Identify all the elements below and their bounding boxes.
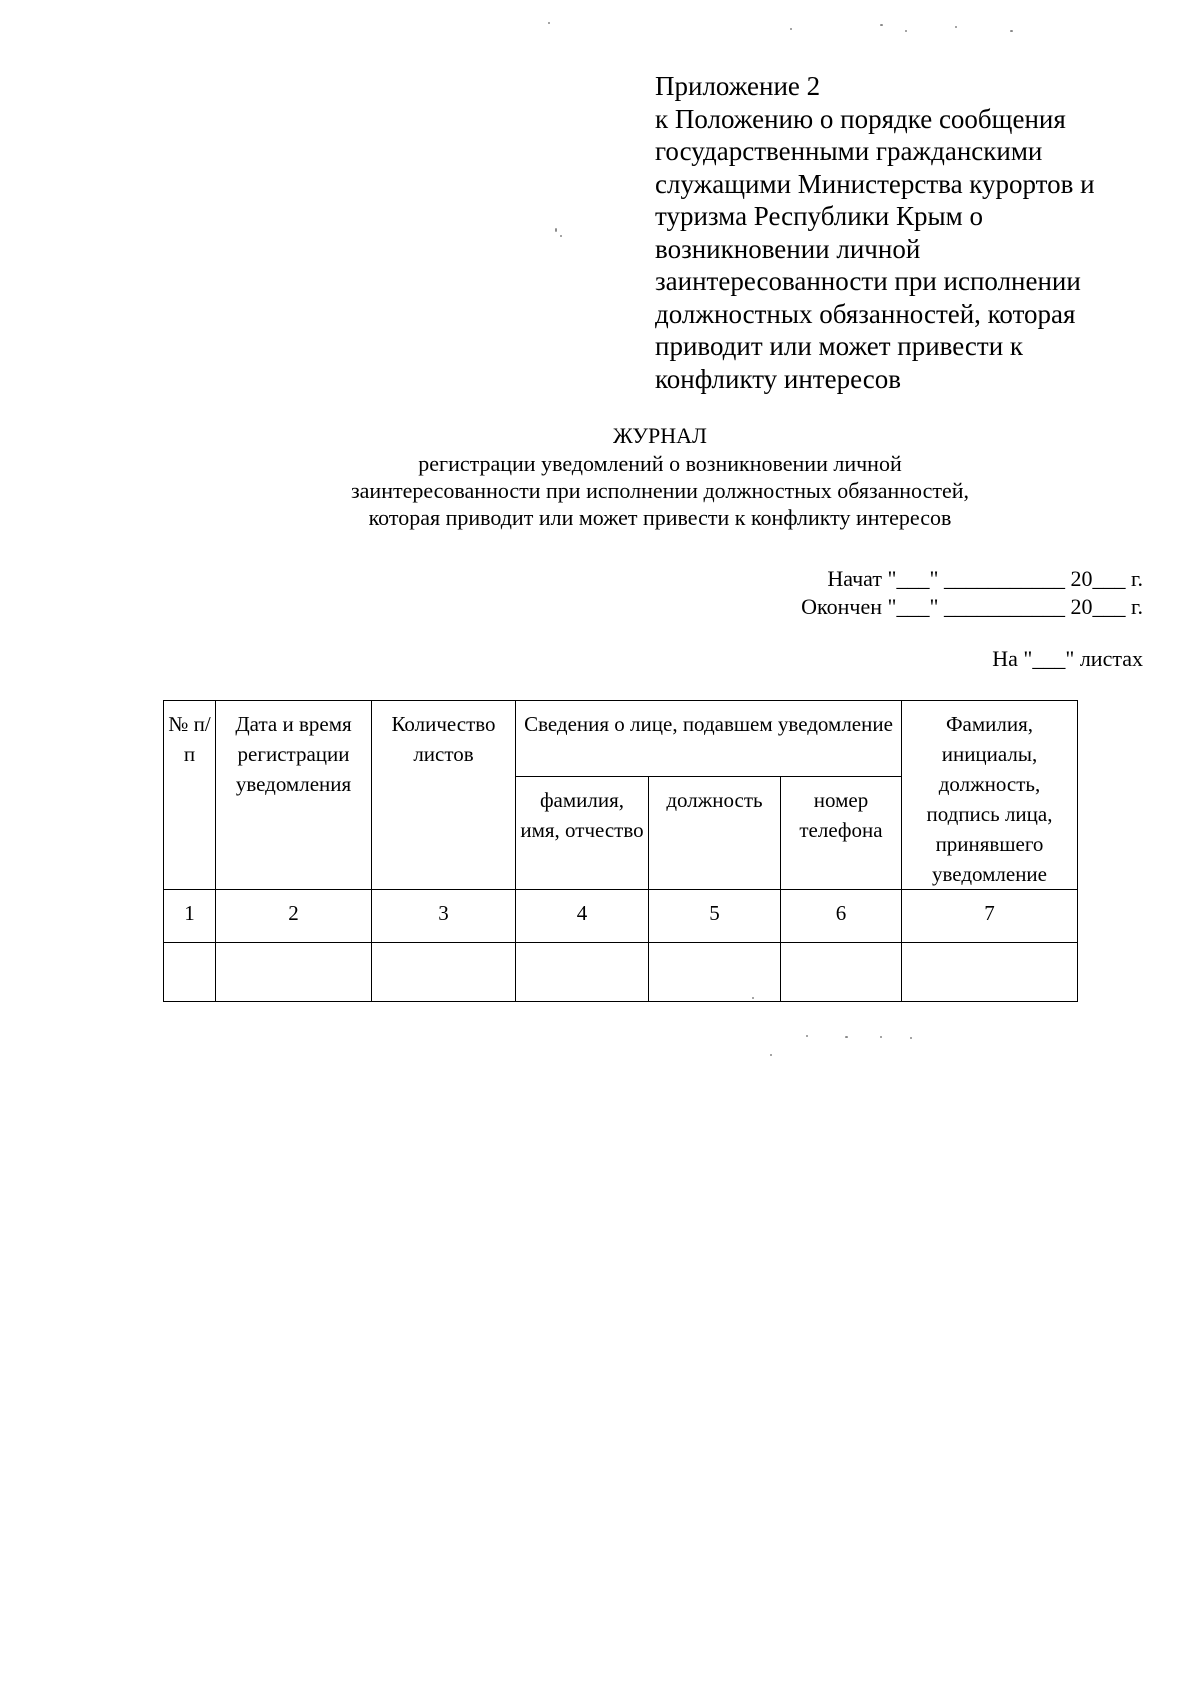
scan-speck <box>880 1036 882 1038</box>
table-cell <box>781 943 902 1002</box>
appendix-line: возникновении личной <box>655 233 921 264</box>
column-number: 5 <box>649 890 781 943</box>
appendix-block <box>655 70 1155 395</box>
column-number-row <box>164 890 1078 943</box>
column-number: 7 <box>902 890 1078 943</box>
finished-line: Окончен "___" ___________ 20___ г. <box>801 594 1143 619</box>
scan-speck <box>790 28 792 30</box>
scan-speck <box>548 22 550 24</box>
scan-speck <box>560 235 562 237</box>
header-sheet-count: Количество листов <box>372 701 516 890</box>
appendix-line: к Положению о порядке сообщения <box>655 103 1066 134</box>
column-number: 2 <box>216 890 372 943</box>
scan-speck <box>845 1036 848 1038</box>
scan-speck <box>910 1037 912 1039</box>
column-number: 1 <box>164 890 216 943</box>
header-position: должность <box>649 776 781 889</box>
appendix-line: приводит или может привести к <box>655 331 1024 361</box>
table-cell <box>649 943 781 1002</box>
journal-subtitle-line: заинтересованности при исполнении должностных обязанностей, <box>350 478 970 503</box>
journal-title: ЖУРНАЛ <box>613 423 707 448</box>
table-cell <box>372 943 516 1002</box>
started-line: Начат "___" ___________ 20___ г. <box>827 566 1143 591</box>
scan-speck <box>905 30 907 32</box>
table-cell <box>516 943 649 1002</box>
header-registration-datetime: Дата и время регистрации уведомления <box>216 701 372 890</box>
sheets-count-line: На "___" листах <box>992 646 1143 671</box>
table-row <box>164 943 1078 1002</box>
appendix-line: заинтересованности при исполнении <box>655 266 1081 296</box>
scan-speck <box>555 228 557 232</box>
header-number: № п/п <box>164 701 216 890</box>
header-receiver: Фамилия, инициалы, должность, подпись лица, принявшего уведомление <box>902 701 1078 890</box>
table-cell <box>164 943 216 1002</box>
scan-speck <box>1010 30 1013 32</box>
journal-dates <box>801 565 1143 621</box>
journal-subtitle-line: регистрации уведомлений о возникновении личной <box>418 451 902 476</box>
scan-speck <box>955 26 957 28</box>
journal-subtitle-line: которая приводит или может привести к конфликту интересов <box>368 505 952 530</box>
column-number: 4 <box>516 890 649 943</box>
table-header-row <box>164 701 1078 777</box>
appendix-line: государственными гражданскими <box>655 136 1043 166</box>
registration-table <box>163 700 1078 1002</box>
scan-speck <box>752 997 754 999</box>
column-number: 6 <box>781 890 902 943</box>
header-full-name: фамилия, имя, отчество <box>516 776 649 889</box>
appendix-line: должностных обязанностей, которая <box>655 298 1076 329</box>
journal-subtitle <box>300 450 1020 531</box>
table-cell <box>216 943 372 1002</box>
scan-speck <box>880 24 883 26</box>
header-phone: номер телефона <box>781 776 902 889</box>
appendix-line: Приложение 2 <box>655 71 821 101</box>
appendix-line: конфликту интересов <box>655 363 901 394</box>
appendix-line: служащими Министерства курортов и <box>655 168 1095 199</box>
scan-speck <box>770 1054 772 1056</box>
table-cell <box>902 943 1078 1002</box>
column-number: 3 <box>372 890 516 943</box>
scan-speck <box>806 1035 808 1037</box>
header-notifier-info: Сведения о лице, подавшем уведомление <box>516 701 902 777</box>
appendix-line: туризма Республики Крым о <box>655 201 983 231</box>
